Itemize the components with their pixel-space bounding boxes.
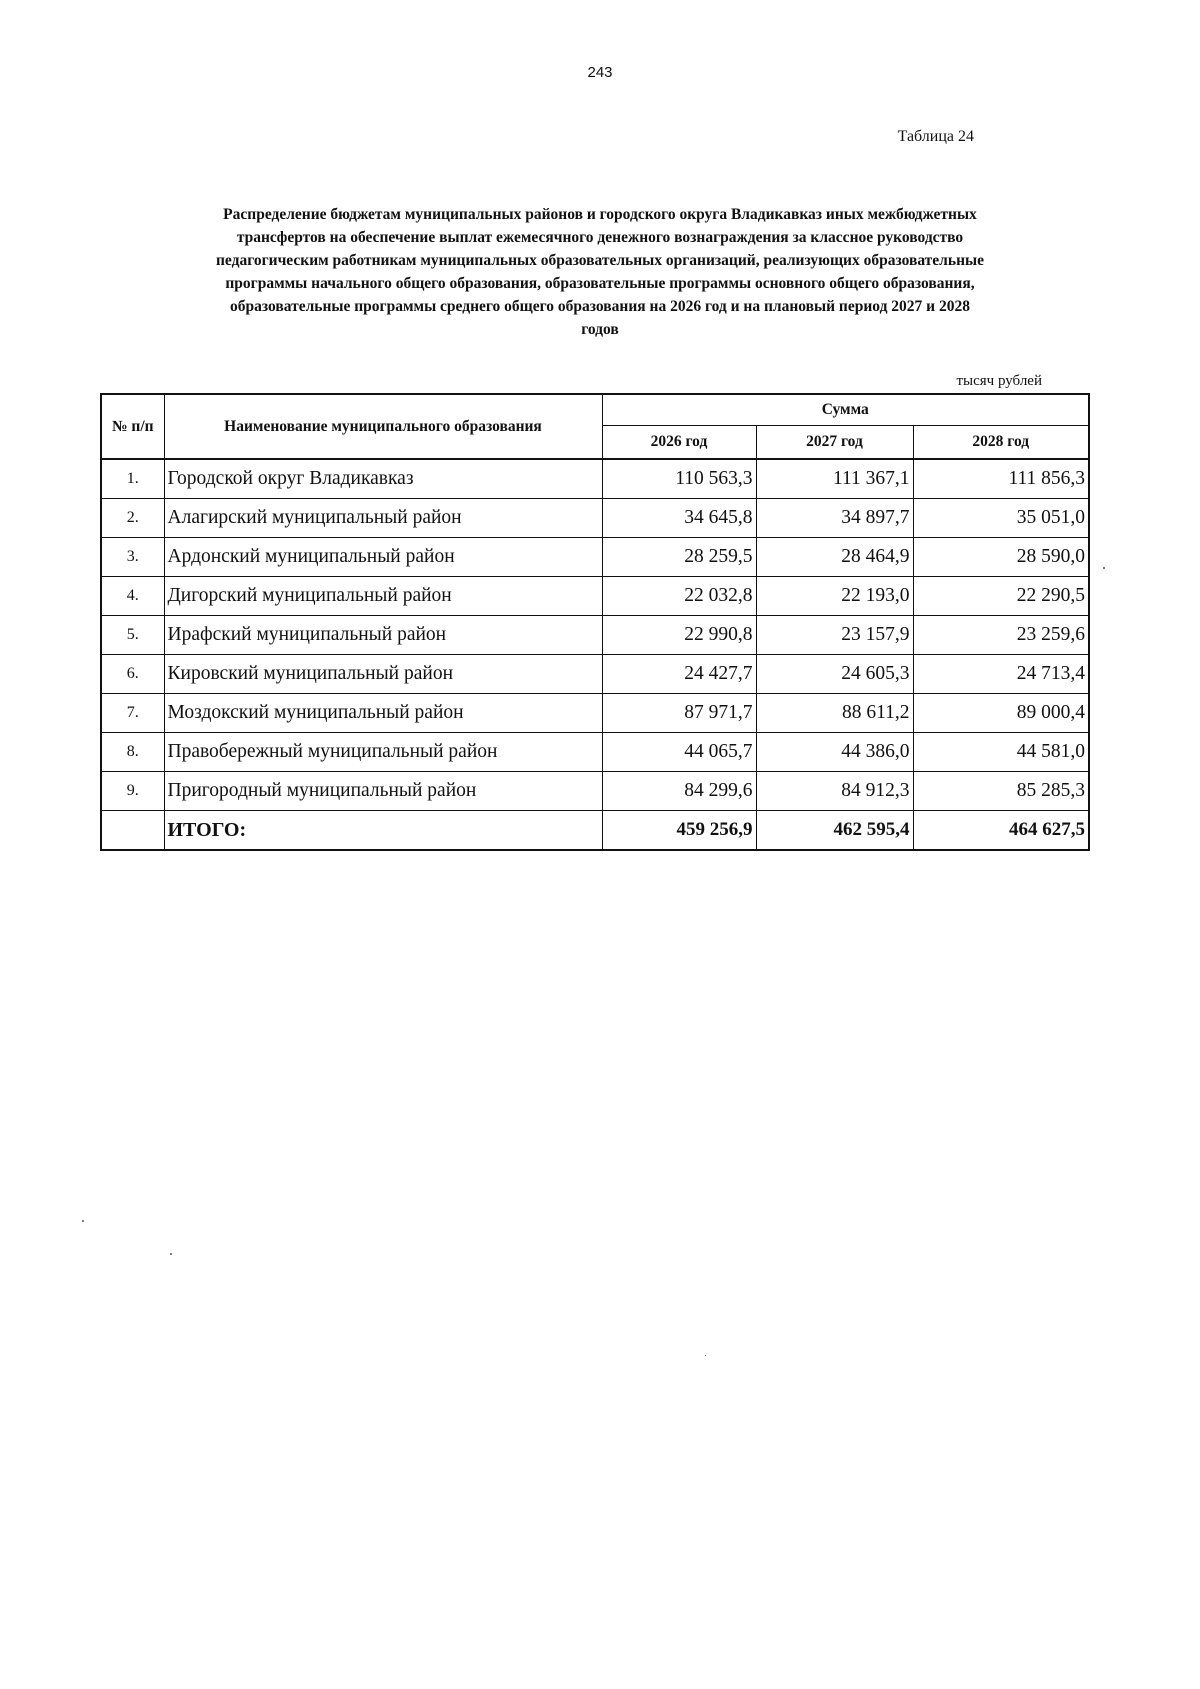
header-year-2026: 2026 год	[602, 425, 756, 459]
row-number: 9.	[101, 772, 164, 811]
scan-speck	[82, 1220, 84, 1222]
value-2026: 22 032,8	[602, 577, 756, 616]
value-2027: 34 897,7	[756, 499, 913, 538]
title-line: трансфертов на обеспечение выплат ежемесячного денежного вознаграждения за классное руководство	[236, 229, 964, 246]
table-row	[101, 459, 1089, 499]
value-2027: 22 193,0	[756, 577, 913, 616]
table-row	[101, 733, 1089, 772]
municipality-name: Алагирский муниципальный район	[164, 499, 602, 538]
row-number: 3.	[101, 538, 164, 577]
value-2027: 24 605,3	[756, 655, 913, 694]
title-line: годов	[581, 321, 619, 338]
value-2026: 110 563,3	[602, 459, 756, 499]
total-label: ИТОГО:	[164, 811, 602, 851]
row-number: 5.	[101, 616, 164, 655]
municipality-name: Ирафский муниципальный район	[164, 616, 602, 655]
row-number: 1.	[101, 459, 164, 499]
scan-speck	[170, 1253, 172, 1255]
header-year-2028: 2028 год	[913, 425, 1089, 459]
header-num: № п/п	[101, 394, 164, 459]
municipality-name: Дигорский муниципальный район	[164, 577, 602, 616]
municipality-name: Городской округ Владикавказ	[164, 459, 602, 499]
table-row	[101, 538, 1089, 577]
value-2027: 23 157,9	[756, 616, 913, 655]
value-2026: 24 427,7	[602, 655, 756, 694]
header-sum: Сумма	[602, 394, 1089, 425]
value-2028: 22 290,5	[913, 577, 1089, 616]
table-row	[101, 772, 1089, 811]
total-row	[101, 811, 1089, 851]
value-2028: 23 259,6	[913, 616, 1089, 655]
value-2026: 28 259,5	[602, 538, 756, 577]
total-2027: 462 595,4	[756, 811, 913, 851]
municipality-name: Пригородный муниципальный район	[164, 772, 602, 811]
header-year-2027: 2027 год	[756, 425, 913, 459]
page-number: 243	[587, 64, 613, 81]
row-number: 6.	[101, 655, 164, 694]
row-number: 4.	[101, 577, 164, 616]
value-2027: 28 464,9	[756, 538, 913, 577]
value-2028: 89 000,4	[913, 694, 1089, 733]
municipality-name: Правобережный муниципальный район	[164, 733, 602, 772]
table-row	[101, 577, 1089, 616]
value-2026: 84 299,6	[602, 772, 756, 811]
table-row	[101, 616, 1089, 655]
row-number: 8.	[101, 733, 164, 772]
value-2028: 35 051,0	[913, 499, 1089, 538]
value-2027: 84 912,3	[756, 772, 913, 811]
scan-speck	[705, 1355, 706, 1356]
document-title	[100, 203, 1100, 341]
total-2026: 459 256,9	[602, 811, 756, 851]
value-2028: 85 285,3	[913, 772, 1089, 811]
row-number: 2.	[101, 499, 164, 538]
municipality-name: Моздокский муниципальный район	[164, 694, 602, 733]
total-2028: 464 627,5	[913, 811, 1089, 851]
value-2026: 44 065,7	[602, 733, 756, 772]
table-row	[101, 499, 1089, 538]
value-2028: 24 713,4	[913, 655, 1089, 694]
row-number: 7.	[101, 694, 164, 733]
scan-speck	[1103, 567, 1105, 569]
title-line: Распределение бюджетам муниципальных районов и городского округа Владикавказ иных межбюджетных	[223, 206, 977, 223]
table-row	[101, 655, 1089, 694]
units-label: тысяч рублей	[956, 373, 1042, 389]
value-2026: 87 971,7	[602, 694, 756, 733]
value-2028: 44 581,0	[913, 733, 1089, 772]
title-line: педагогическим работникам муниципальных образовательных организаций, реализующих образовательные	[216, 252, 984, 269]
municipality-name: Ардонский муниципальный район	[164, 538, 602, 577]
value-2026: 22 990,8	[602, 616, 756, 655]
budget-table	[100, 393, 1090, 851]
municipality-name: Кировский муниципальный район	[164, 655, 602, 694]
value-2027: 44 386,0	[756, 733, 913, 772]
value-2027: 88 611,2	[756, 694, 913, 733]
table-row	[101, 694, 1089, 733]
header-name: Наименование муниципального образования	[164, 394, 602, 459]
title-line: образовательные программы среднего общего образования на 2026 год и на плановый период 2027 и 2028	[229, 298, 970, 315]
value-2028: 28 590,0	[913, 538, 1089, 577]
title-line: программы начального общего образования, образовательные программы основного общего образования,	[225, 275, 975, 292]
value-2027: 111 367,1	[756, 459, 913, 499]
total-empty-cell	[101, 811, 164, 851]
value-2028: 111 856,3	[913, 459, 1089, 499]
table-label: Таблица 24	[897, 128, 974, 145]
value-2026: 34 645,8	[602, 499, 756, 538]
